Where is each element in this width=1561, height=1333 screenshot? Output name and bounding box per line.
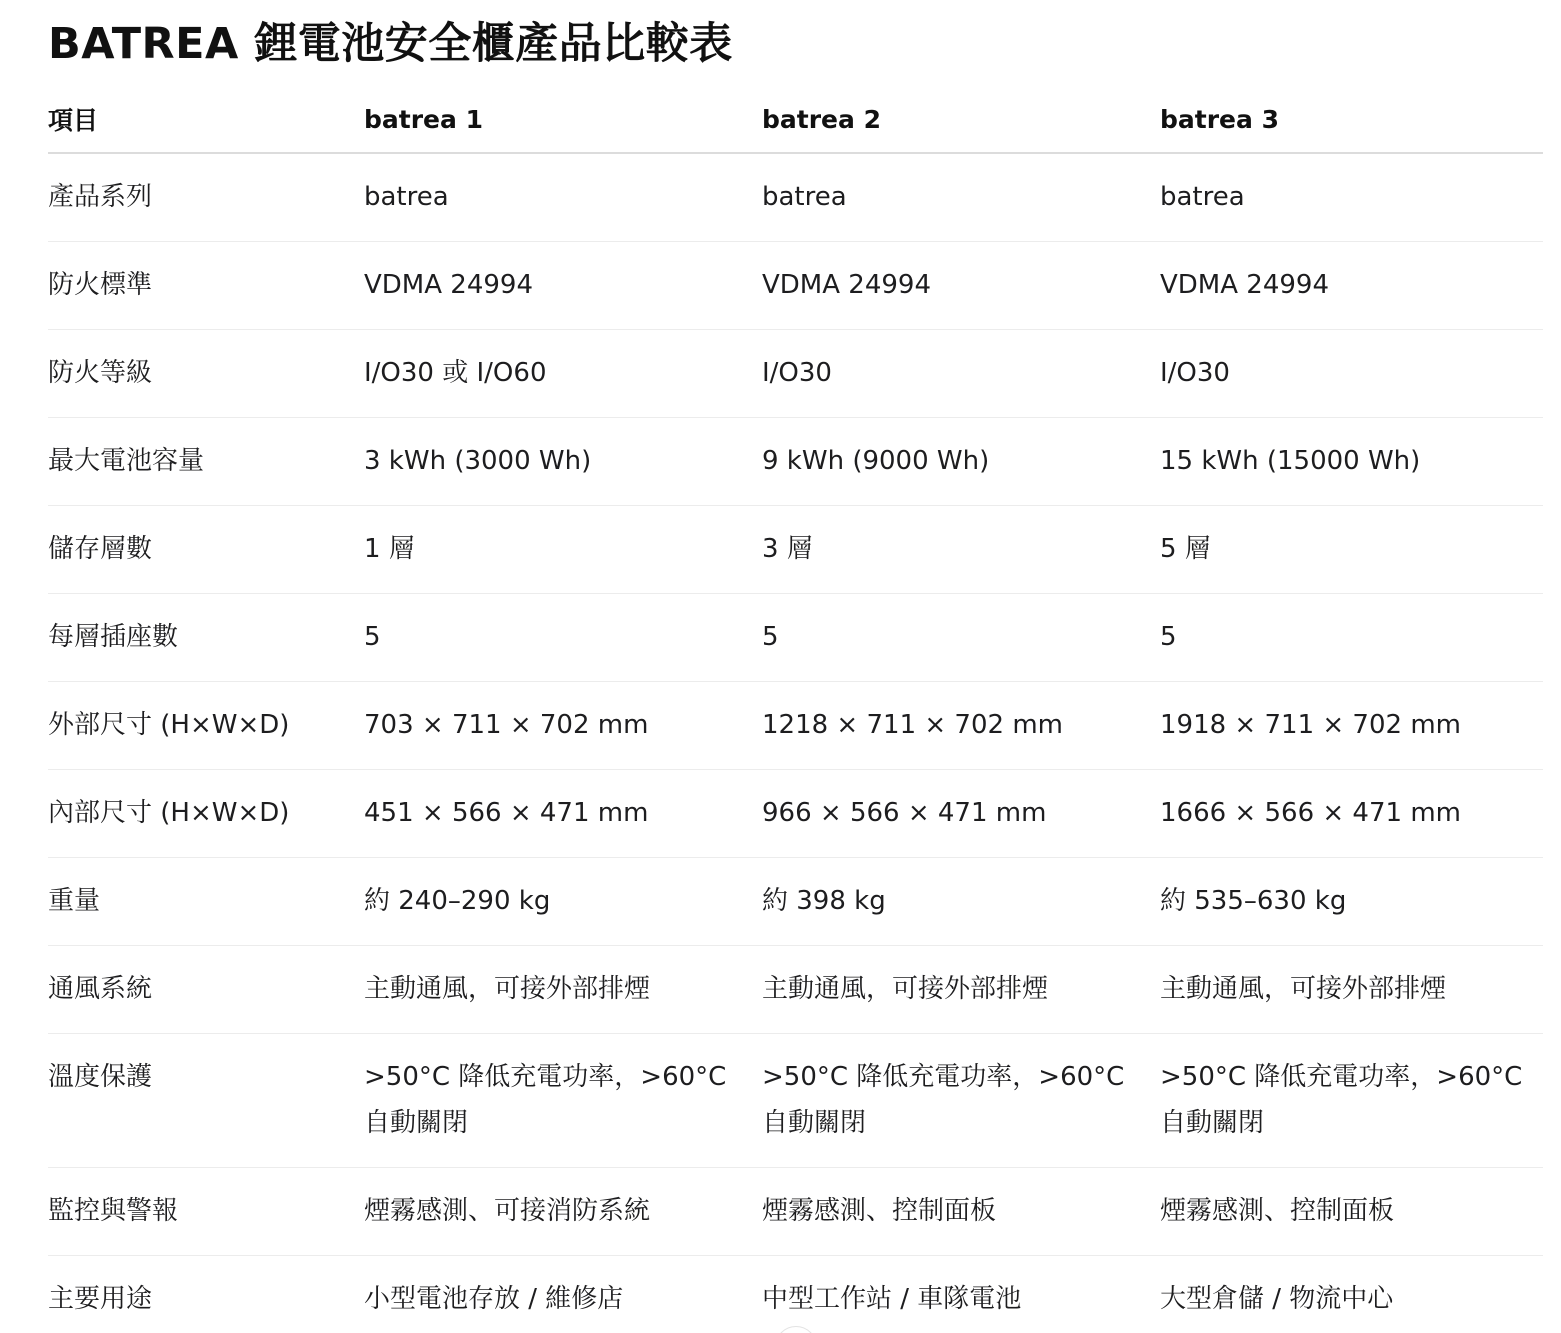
cell-batrea-1: 5 xyxy=(364,594,762,682)
cell-batrea-1: 451 × 566 × 471 mm xyxy=(364,770,762,858)
table-row xyxy=(48,330,1543,418)
row-item-label: 外部尺寸 (H×W×D) xyxy=(48,682,364,770)
header-batrea-2: batrea 2 xyxy=(762,86,1160,153)
cell-batrea-2: 966 × 566 × 471 mm xyxy=(762,770,1160,858)
row-item-label: 儲存層數 xyxy=(48,506,364,594)
header-item: 項目 xyxy=(48,86,364,153)
cell-batrea-3: 5 層 xyxy=(1160,506,1543,594)
header-batrea-3: batrea 3 xyxy=(1160,86,1543,153)
table-row xyxy=(48,242,1543,330)
cell-batrea-2: 主動通風，可接外部排煙 xyxy=(762,946,1160,1034)
row-item-label: 防火標準 xyxy=(48,242,364,330)
cell-batrea-3: 主動通風，可接外部排煙 xyxy=(1160,946,1543,1034)
cell-batrea-2: 約 398 kg xyxy=(762,858,1160,946)
row-item-label: 每層插座數 xyxy=(48,594,364,682)
table-row xyxy=(48,418,1543,506)
cell-batrea-2: batrea xyxy=(762,153,1160,242)
table-header xyxy=(48,86,1543,153)
page-title: BATREA 鋰電池安全櫃產品比較表 xyxy=(48,19,733,69)
cell-batrea-1: 煙霧感測、可接消防系統 xyxy=(364,1168,762,1256)
table-row xyxy=(48,1034,1543,1168)
cell-batrea-2: 9 kWh (9000 Wh) xyxy=(762,418,1160,506)
cell-batrea-1: 主動通風，可接外部排煙 xyxy=(364,946,762,1034)
header-row xyxy=(48,86,1543,153)
cell-batrea-1: 1 層 xyxy=(364,506,762,594)
table-row xyxy=(48,506,1543,594)
cell-batrea-2: 煙霧感測、控制面板 xyxy=(762,1168,1160,1256)
table-row xyxy=(48,1168,1543,1256)
cell-batrea-3: VDMA 24994 xyxy=(1160,242,1543,330)
cell-batrea-3: 大型倉儲 / 物流中心 xyxy=(1160,1256,1543,1333)
table-row xyxy=(48,1256,1543,1333)
row-item-label: 監控與警報 xyxy=(48,1168,364,1256)
cell-batrea-1: 703 × 711 × 702 mm xyxy=(364,682,762,770)
table-row xyxy=(48,682,1543,770)
cell-batrea-3: 約 535–630 kg xyxy=(1160,858,1543,946)
cell-batrea-1: VDMA 24994 xyxy=(364,242,762,330)
cell-batrea-1: 3 kWh (3000 Wh) xyxy=(364,418,762,506)
row-item-label: 內部尺寸 (H×W×D) xyxy=(48,770,364,858)
table-row xyxy=(48,858,1543,946)
cell-batrea-3: 15 kWh (15000 Wh) xyxy=(1160,418,1543,506)
row-item-label: 產品系列 xyxy=(48,153,364,242)
table-body xyxy=(48,153,1543,1333)
row-item-label: 溫度保護 xyxy=(48,1034,364,1168)
comparison-table xyxy=(48,86,1543,1333)
row-item-label: 主要用途 xyxy=(48,1256,364,1333)
cell-batrea-1: batrea xyxy=(364,153,762,242)
cell-batrea-2: I/O30 xyxy=(762,330,1160,418)
cell-batrea-3: 5 xyxy=(1160,594,1543,682)
table-row xyxy=(48,946,1543,1034)
cell-batrea-3: >50°C 降低充電功率，>60°C 自動關閉 xyxy=(1160,1034,1543,1168)
cell-batrea-2: VDMA 24994 xyxy=(762,242,1160,330)
cell-batrea-2: 1218 × 711 × 702 mm xyxy=(762,682,1160,770)
cell-batrea-3: 煙霧感測、控制面板 xyxy=(1160,1168,1543,1256)
row-item-label: 防火等級 xyxy=(48,330,364,418)
cell-batrea-2: 5 xyxy=(762,594,1160,682)
table-row xyxy=(48,153,1543,242)
cell-batrea-1: 約 240–290 kg xyxy=(364,858,762,946)
row-item-label: 最大電池容量 xyxy=(48,418,364,506)
cell-batrea-3: 1666 × 566 × 471 mm xyxy=(1160,770,1543,858)
cell-batrea-2: 3 層 xyxy=(762,506,1160,594)
header-batrea-1: batrea 1 xyxy=(364,86,762,153)
cell-batrea-3: batrea xyxy=(1160,153,1543,242)
row-item-label: 通風系統 xyxy=(48,946,364,1034)
row-item-label: 重量 xyxy=(48,858,364,946)
cell-batrea-1: I/O30 或 I/O60 xyxy=(364,330,762,418)
cell-batrea-2: >50°C 降低充電功率，>60°C 自動關閉 xyxy=(762,1034,1160,1168)
cell-batrea-2: 中型工作站 / 車隊電池 xyxy=(762,1256,1160,1333)
cell-batrea-1: >50°C 降低充電功率，>60°C 自動關閉 xyxy=(364,1034,762,1168)
cell-batrea-3: I/O30 xyxy=(1160,330,1543,418)
cell-batrea-3: 1918 × 711 × 702 mm xyxy=(1160,682,1543,770)
cell-batrea-1: 小型電池存放 / 維修店 xyxy=(364,1256,762,1333)
table-row xyxy=(48,770,1543,858)
table-row xyxy=(48,594,1543,682)
